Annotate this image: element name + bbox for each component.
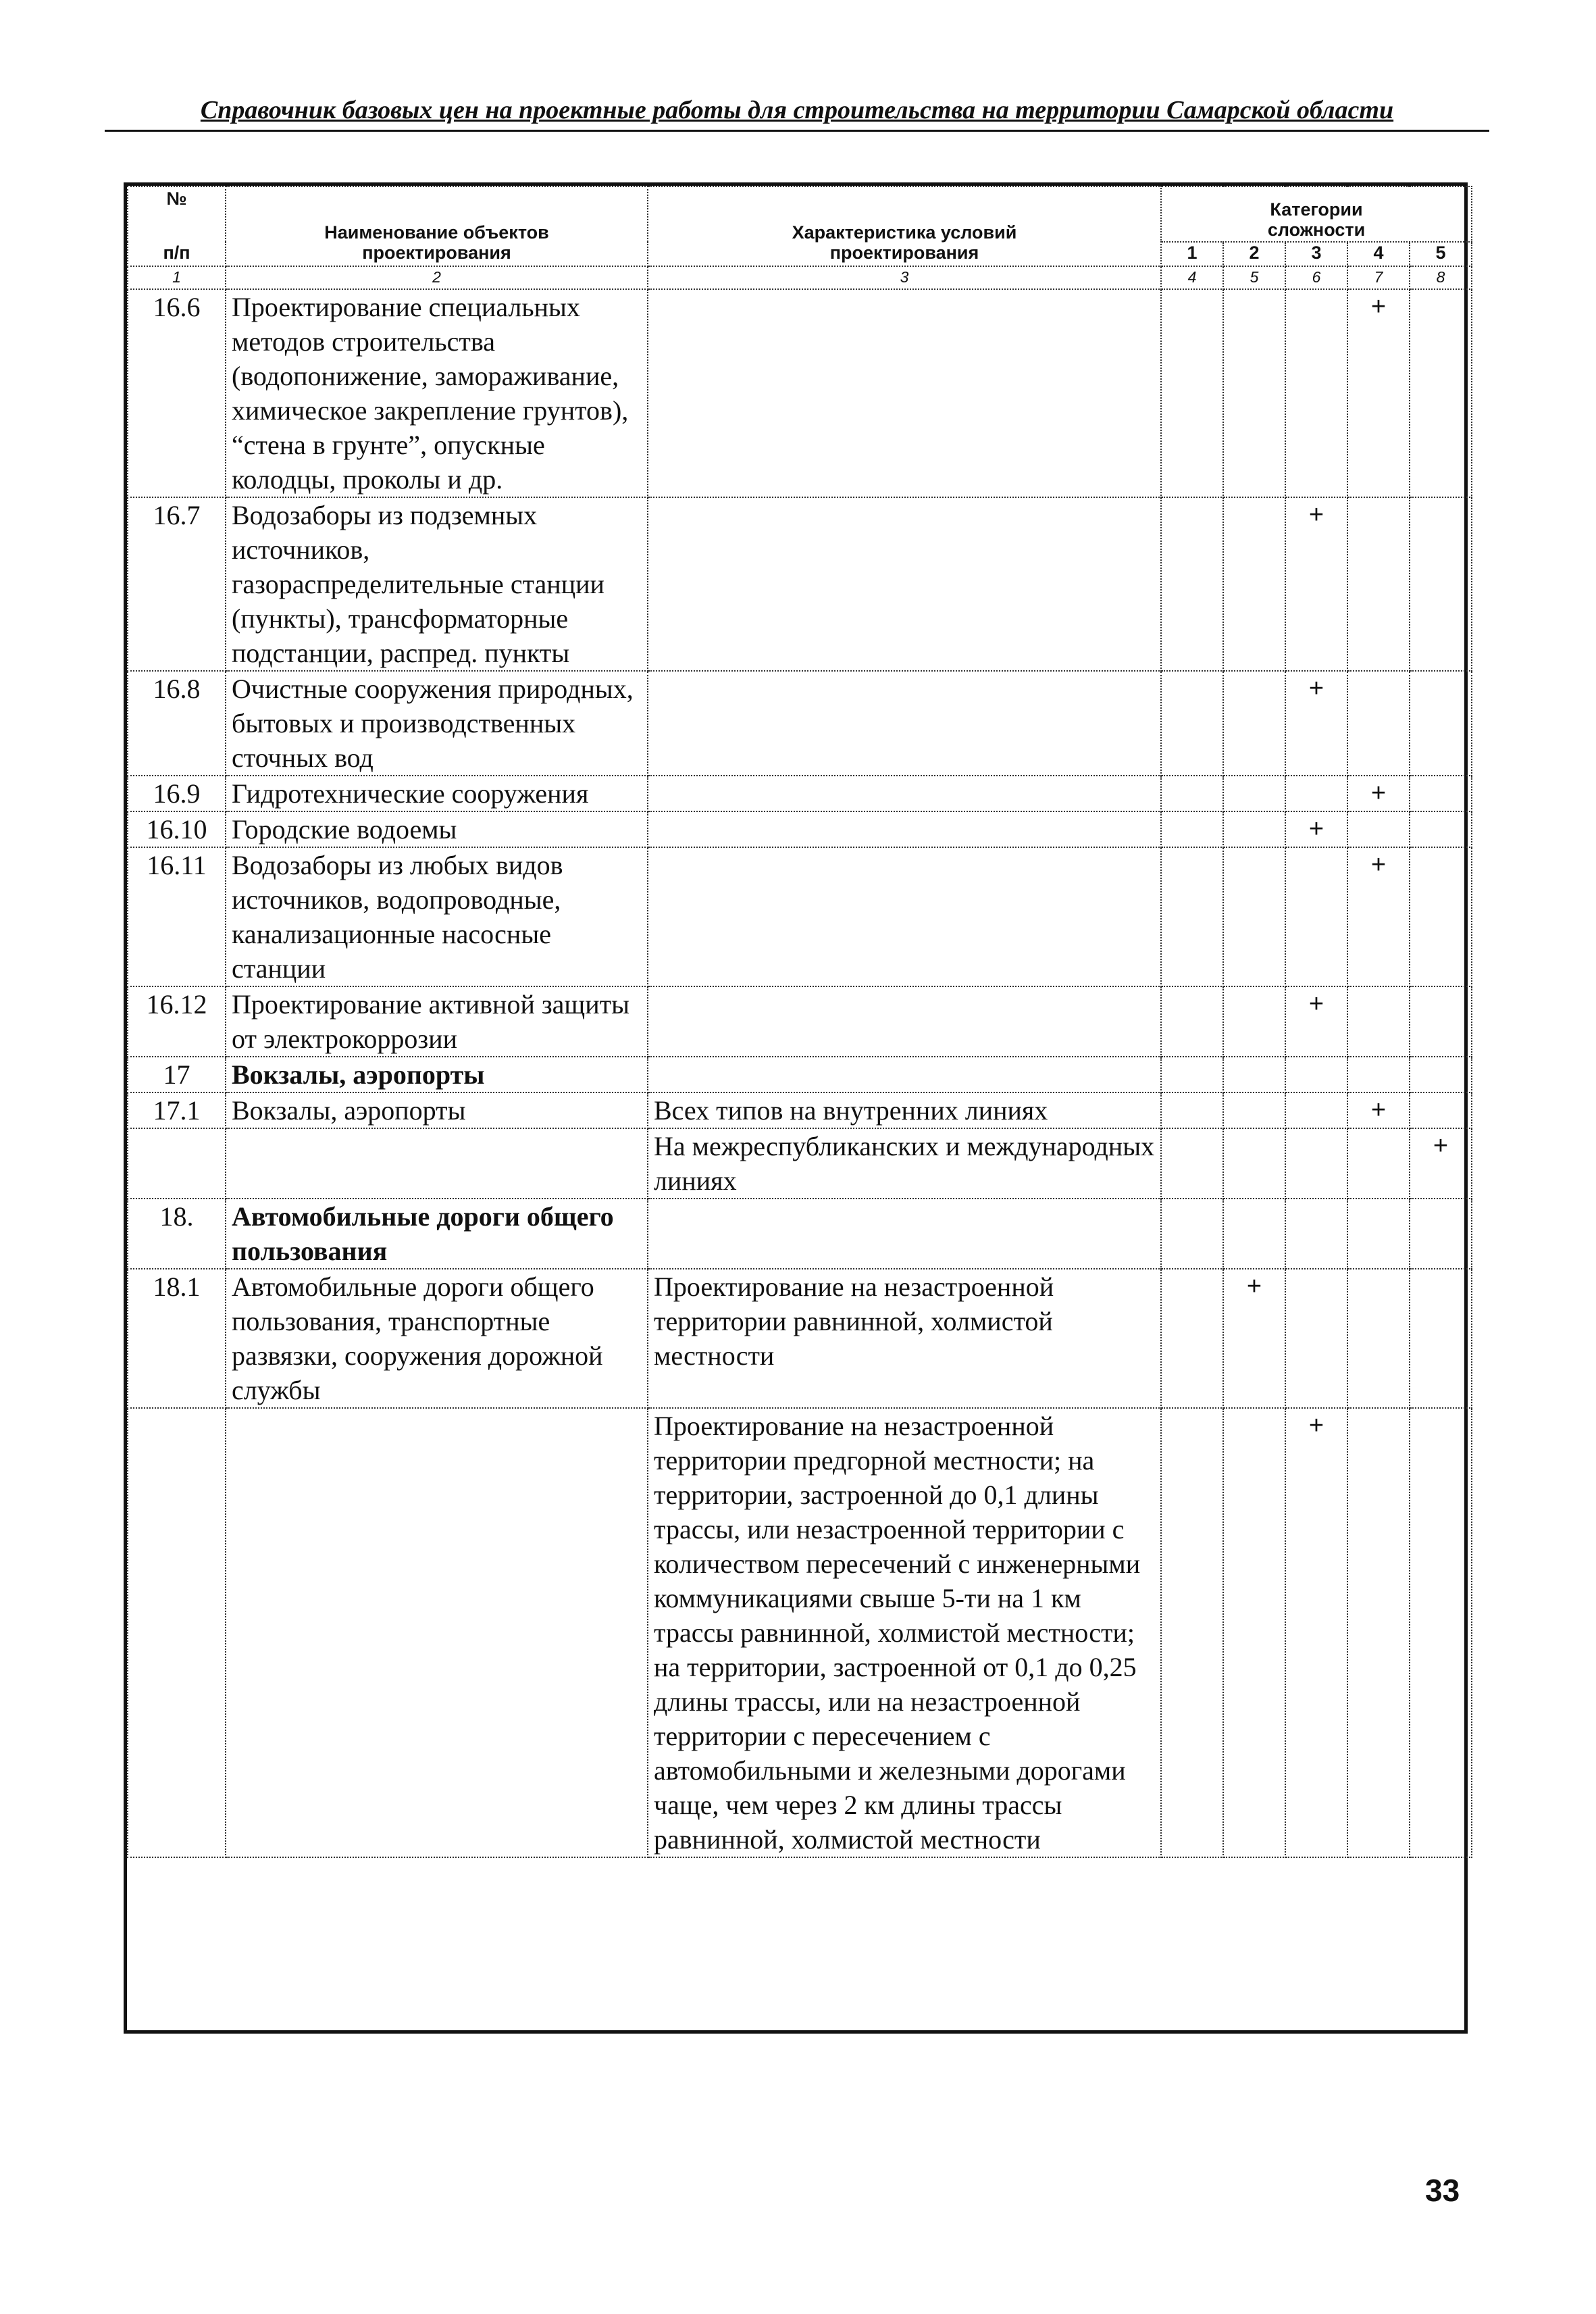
table-row xyxy=(128,776,1472,811)
mark-cat-3: + xyxy=(1285,671,1347,776)
header-conditions: Характеристика условий проектирования xyxy=(648,186,1161,266)
mark-cat-3: + xyxy=(1285,986,1347,1057)
table-row xyxy=(128,1092,1472,1128)
row-name: Очистные сооружения природных, бытовых и производственных сточных вод xyxy=(226,671,648,776)
mark-cat-5 xyxy=(1410,289,1472,497)
header-cat-4: 4 xyxy=(1347,242,1410,266)
mark-cat-2 xyxy=(1223,776,1285,811)
row-number xyxy=(128,1408,226,1857)
mark-cat-2 xyxy=(1223,1057,1285,1092)
table-row-section xyxy=(128,1057,1472,1092)
mark-cat-3 xyxy=(1285,1057,1347,1092)
row-number: 18.1 xyxy=(128,1269,226,1408)
mark-cat-3 xyxy=(1285,1269,1347,1408)
row-conditions xyxy=(648,776,1161,811)
header-name: Наименование объектов проектирования xyxy=(226,186,648,266)
row-name: Проектирование активной защиты от электрокоррозии xyxy=(226,986,648,1057)
mark-cat-4: + xyxy=(1347,1092,1410,1128)
mark-cat-2 xyxy=(1223,1199,1285,1269)
index-4: 4 xyxy=(1161,266,1223,289)
table-row-section xyxy=(128,1199,1472,1269)
mark-cat-2 xyxy=(1223,1408,1285,1857)
mark-cat-3 xyxy=(1285,289,1347,497)
header-cat-5: 5 xyxy=(1410,242,1472,266)
mark-cat-5 xyxy=(1410,847,1472,986)
row-name: Вокзалы, аэропорты xyxy=(226,1057,648,1092)
mark-cat-5 xyxy=(1410,1057,1472,1092)
row-conditions xyxy=(648,847,1161,986)
mark-cat-1 xyxy=(1161,776,1223,811)
mark-cat-2 xyxy=(1223,811,1285,847)
header-title: Справочник базовых цен на проектные работы для строительства на территории Самарской области xyxy=(200,96,1394,124)
mark-cat-5 xyxy=(1410,671,1472,776)
mark-cat-2: + xyxy=(1223,1269,1285,1408)
header-number-bottom: п/п xyxy=(163,243,190,263)
header-cat-3: 3 xyxy=(1285,242,1347,266)
mark-cat-1 xyxy=(1161,1269,1223,1408)
page-number: 33 xyxy=(1425,2173,1460,2208)
mark-cat-5 xyxy=(1410,811,1472,847)
mark-cat-1 xyxy=(1161,986,1223,1057)
mark-cat-2 xyxy=(1223,497,1285,671)
mark-cat-1 xyxy=(1161,847,1223,986)
row-conditions xyxy=(648,1199,1161,1269)
mark-cat-3 xyxy=(1285,847,1347,986)
mark-cat-3: + xyxy=(1285,1408,1347,1857)
mark-cat-3: + xyxy=(1285,811,1347,847)
row-name: Городские водоемы xyxy=(226,811,648,847)
mark-cat-4 xyxy=(1347,986,1410,1057)
row-name: Проектирование специальных методов строительства (водопонижение, замораживание, химическое закрепление грунтов), “стена в грунте”, опускные колодцы, проколы и др. xyxy=(226,289,648,497)
row-name xyxy=(226,1128,648,1199)
row-name: Автомобильные дороги общего пользования xyxy=(226,1199,648,1269)
row-number: 17.1 xyxy=(128,1092,226,1128)
index-8: 8 xyxy=(1410,266,1472,289)
mark-cat-4 xyxy=(1347,497,1410,671)
table-row xyxy=(128,1408,1472,1857)
row-conditions xyxy=(648,289,1161,497)
mark-cat-5 xyxy=(1410,776,1472,811)
row-number: 18. xyxy=(128,1199,226,1269)
row-number xyxy=(128,1128,226,1199)
mark-cat-5 xyxy=(1410,1408,1472,1857)
row-conditions xyxy=(648,986,1161,1057)
row-number: 16.12 xyxy=(128,986,226,1057)
table-row xyxy=(128,289,1472,497)
mark-cat-5 xyxy=(1410,1092,1472,1128)
row-number: 16.11 xyxy=(128,847,226,986)
mark-cat-3 xyxy=(1285,1092,1347,1128)
row-conditions: Всех типов на внутренних линиях xyxy=(648,1092,1161,1128)
mark-cat-2 xyxy=(1223,1128,1285,1199)
mark-cat-5 xyxy=(1410,1199,1472,1269)
row-name xyxy=(226,1408,648,1857)
table-row xyxy=(128,497,1472,671)
header-categories: Категории сложности xyxy=(1161,186,1472,242)
table-row xyxy=(128,811,1472,847)
header-number xyxy=(128,186,226,266)
mark-cat-2 xyxy=(1223,671,1285,776)
row-number: 16.9 xyxy=(128,776,226,811)
mark-cat-4 xyxy=(1347,811,1410,847)
header-number-top: № xyxy=(166,188,187,209)
mark-cat-2 xyxy=(1223,289,1285,497)
row-conditions xyxy=(648,811,1161,847)
mark-cat-1 xyxy=(1161,289,1223,497)
table-row xyxy=(128,1269,1472,1408)
mark-cat-1 xyxy=(1161,671,1223,776)
table-row xyxy=(128,1128,1472,1199)
row-conditions: Проектирование на незастроенной территории предгорной местности; на территории, застроенной до 0,1 длины трассы, или незастроенной территории с количеством пересечений с инженерными коммуникациями свыше 5-ти на 1 км трассы равнинной, холмистой местности; на территории, застроенной от 0,1 до 0,25 длины трассы, или на незастроенной территории с пересечением с автомобильными и железными дорогами чаще, чем через 2 км длины трассы равнинной, холмистой местности xyxy=(648,1408,1161,1857)
index-5: 5 xyxy=(1223,266,1285,289)
mark-cat-1 xyxy=(1161,1408,1223,1857)
table-row xyxy=(128,986,1472,1057)
row-number: 16.8 xyxy=(128,671,226,776)
index-2: 2 xyxy=(226,266,648,289)
row-number: 16.10 xyxy=(128,811,226,847)
row-name: Гидротехнические сооружения xyxy=(226,776,648,811)
mark-cat-1 xyxy=(1161,1199,1223,1269)
row-conditions: На межреспубликанских и международных линиях xyxy=(648,1128,1161,1199)
index-6: 6 xyxy=(1285,266,1347,289)
row-number: 16.7 xyxy=(128,497,226,671)
mark-cat-2 xyxy=(1223,1092,1285,1128)
header-cat-2: 2 xyxy=(1223,242,1285,266)
mark-cat-4: + xyxy=(1347,776,1410,811)
index-3: 3 xyxy=(648,266,1161,289)
row-name: Вокзалы, аэропорты xyxy=(226,1092,648,1128)
mark-cat-3 xyxy=(1285,1199,1347,1269)
mark-cat-4 xyxy=(1347,1408,1410,1857)
mark-cat-4 xyxy=(1347,671,1410,776)
mark-cat-4 xyxy=(1347,1128,1410,1199)
price-table xyxy=(127,186,1472,1858)
mark-cat-3 xyxy=(1285,776,1347,811)
index-1: 1 xyxy=(128,266,226,289)
row-conditions xyxy=(648,497,1161,671)
row-number: 16.6 xyxy=(128,289,226,497)
mark-cat-2 xyxy=(1223,847,1285,986)
row-name: Водозаборы из любых видов источников, водопроводные, канализационные насосные станции xyxy=(226,847,648,986)
mark-cat-1 xyxy=(1161,1092,1223,1128)
mark-cat-1 xyxy=(1161,1057,1223,1092)
mark-cat-4: + xyxy=(1347,847,1410,986)
mark-cat-1 xyxy=(1161,811,1223,847)
header-cat-1: 1 xyxy=(1161,242,1223,266)
mark-cat-1 xyxy=(1161,1128,1223,1199)
mark-cat-5 xyxy=(1410,497,1472,671)
table-row xyxy=(128,847,1472,986)
index-7: 7 xyxy=(1347,266,1410,289)
row-conditions: Проектирование на незастроенной территории равнинной, холмистой местности xyxy=(648,1269,1161,1408)
row-number: 17 xyxy=(128,1057,226,1092)
row-name: Водозаборы из подземных источников, газораспределительные станции (пункты), трансформаторные подстанции, распред. пункты xyxy=(226,497,648,671)
mark-cat-3: + xyxy=(1285,497,1347,671)
row-name: Автомобильные дороги общего пользования, транспортные развязки, сооружения дорожной службы xyxy=(226,1269,648,1408)
row-conditions xyxy=(648,671,1161,776)
price-table-frame xyxy=(124,182,1468,2034)
mark-cat-5: + xyxy=(1410,1128,1472,1199)
mark-cat-4 xyxy=(1347,1199,1410,1269)
mark-cat-5 xyxy=(1410,986,1472,1057)
page-header xyxy=(105,95,1489,132)
mark-cat-5 xyxy=(1410,1269,1472,1408)
mark-cat-3 xyxy=(1285,1128,1347,1199)
table-row xyxy=(128,671,1472,776)
mark-cat-4 xyxy=(1347,1057,1410,1092)
row-conditions xyxy=(648,1057,1161,1092)
mark-cat-4 xyxy=(1347,1269,1410,1408)
mark-cat-4: + xyxy=(1347,289,1410,497)
mark-cat-2 xyxy=(1223,986,1285,1057)
mark-cat-1 xyxy=(1161,497,1223,671)
